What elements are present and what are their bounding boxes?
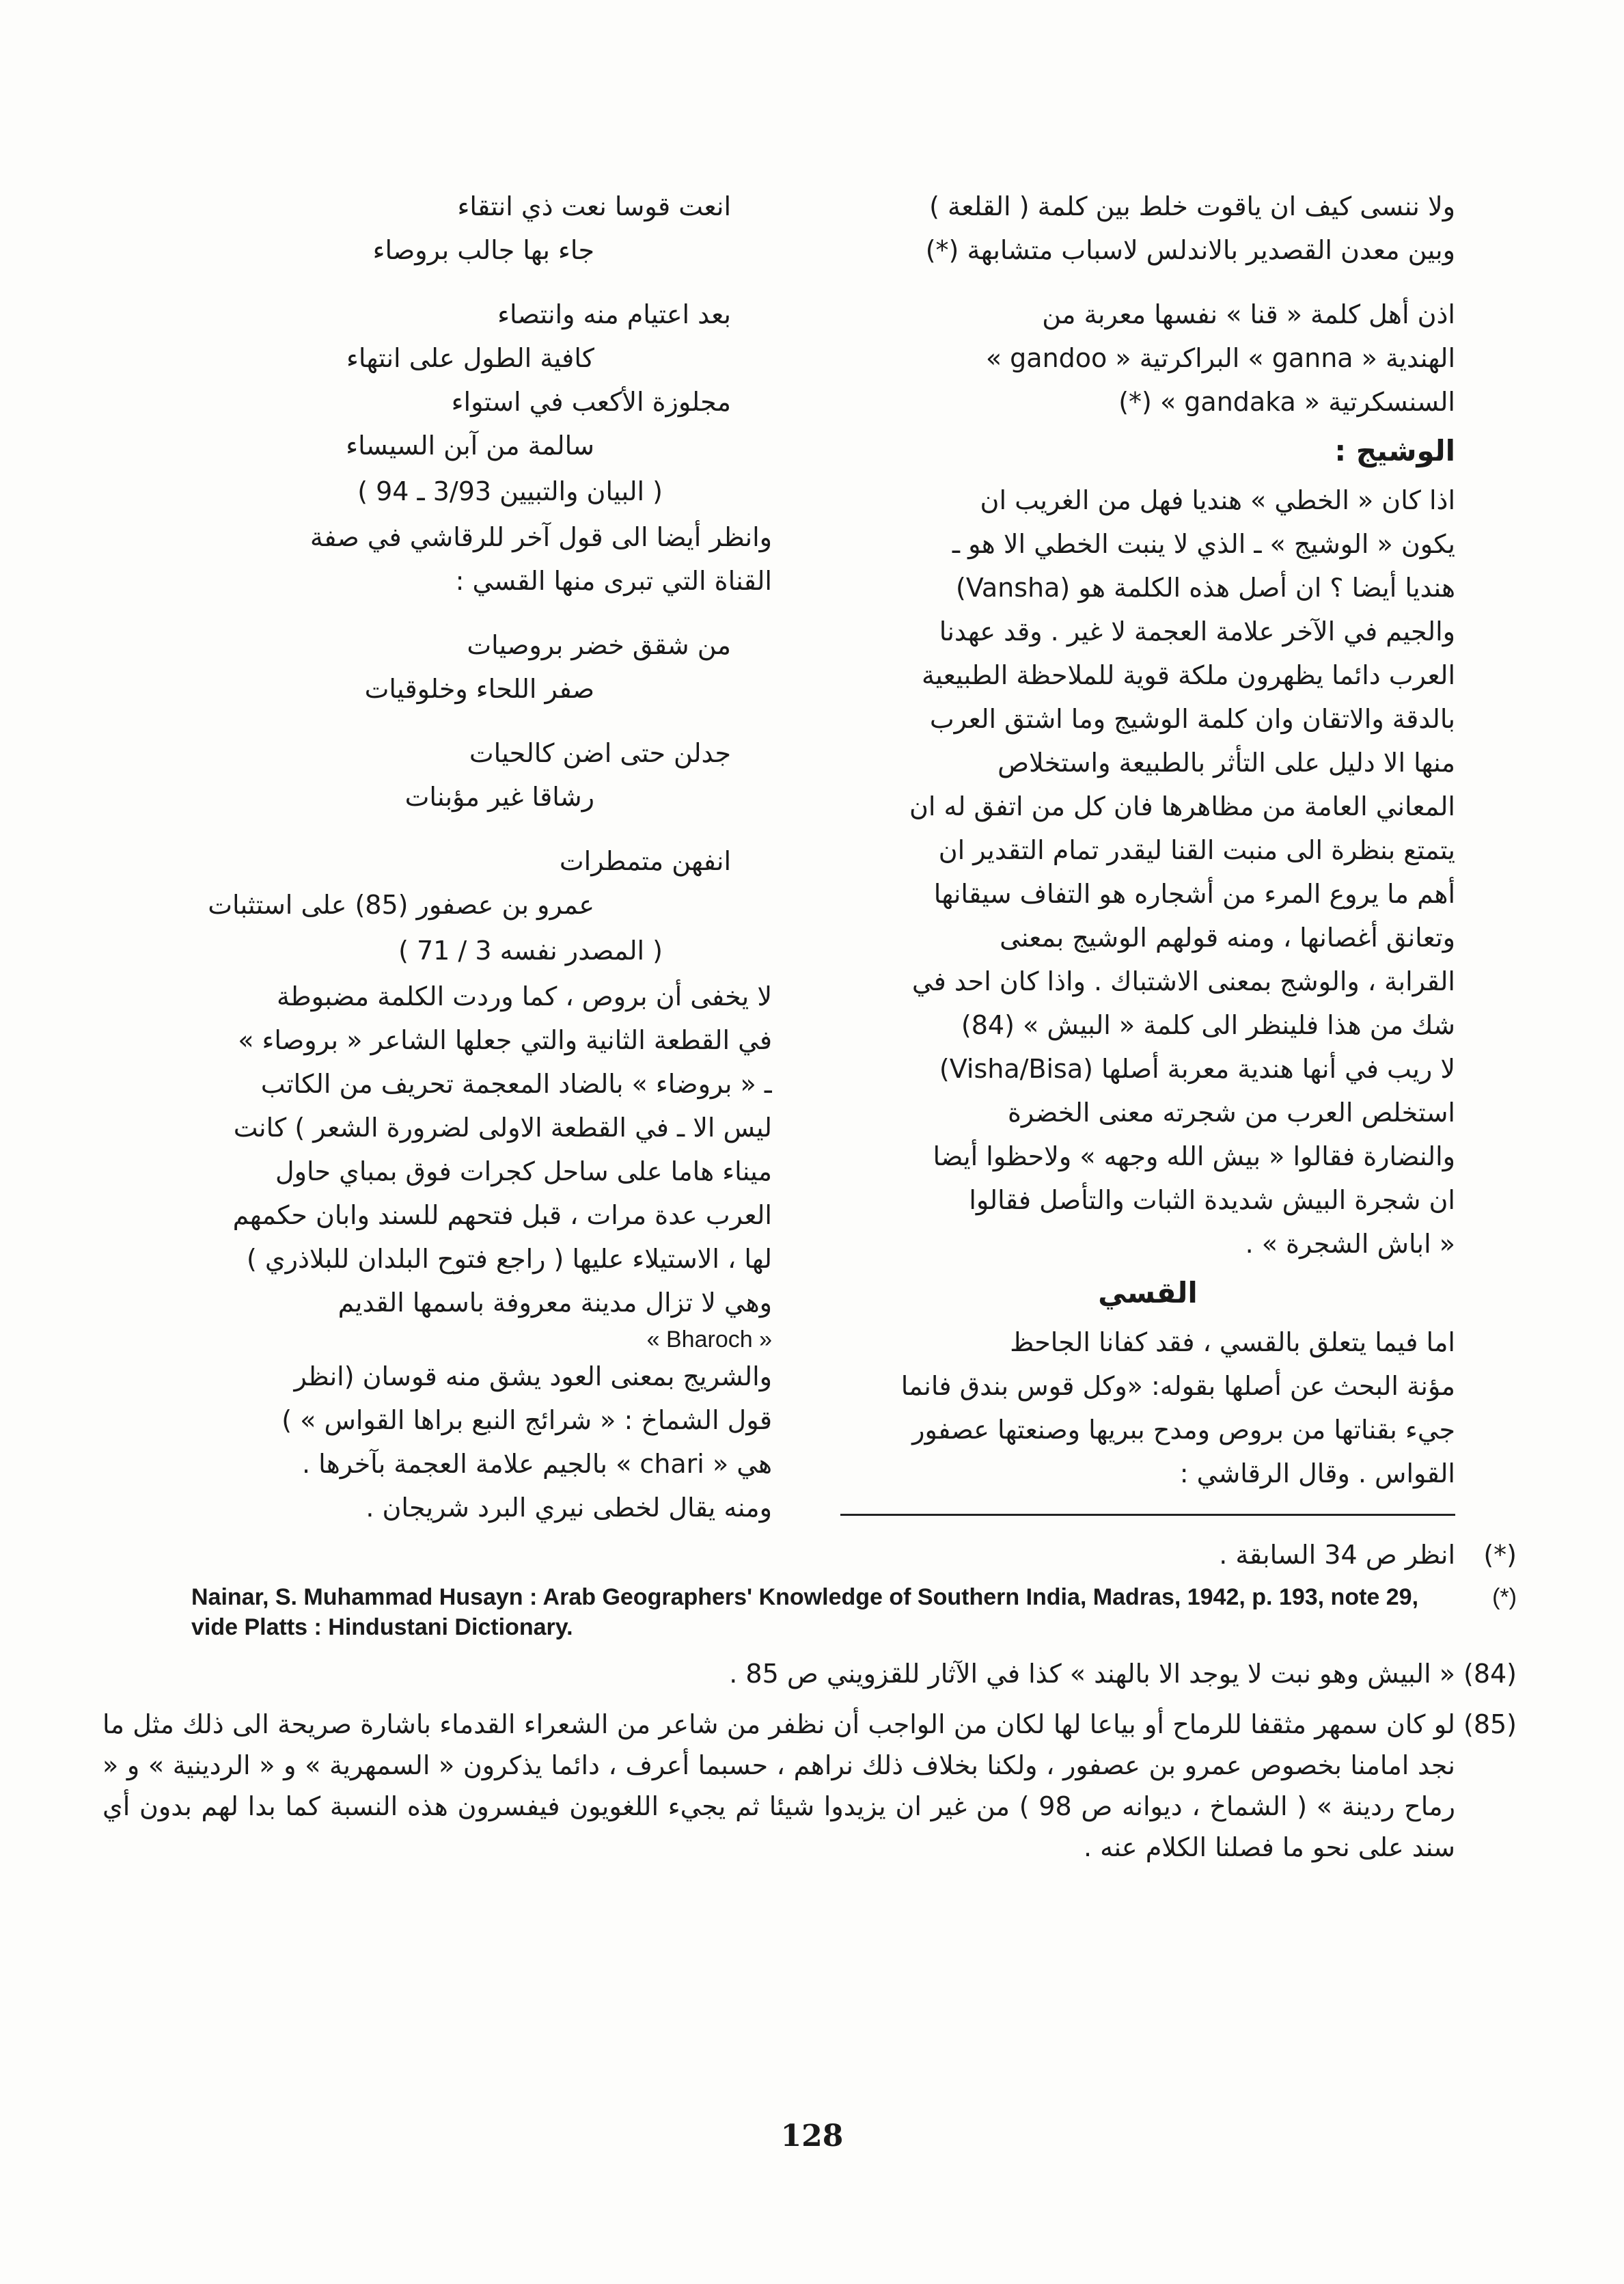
text-line: المعاني العامة من مظاهرها فان كل من اتفق له ان — [909, 791, 1455, 821]
text-line: استخلص العرب من شجرته معنى الخضرة — [1007, 1098, 1455, 1128]
poem-stanza — [157, 185, 772, 272]
text-line: اذن أهل كلمة « قنا » نفسها معربة من — [1042, 299, 1455, 329]
verse-line: بعد اعتيام منه وانتصاء — [497, 299, 731, 329]
verse-line: عمرو بن عصفور (85) على استثبات — [208, 890, 594, 920]
text-line: ليس الا ـ في القطعة الاولى لضرورة الشعر ) كانت — [233, 1113, 772, 1143]
footnote-mark: (84) — [1463, 1659, 1517, 1689]
text-line: والشريج بمعنى العود يشق منه قوسان (انظر — [294, 1361, 772, 1391]
footnote-star-1 — [102, 1534, 1517, 1575]
text-line: ان شجرة البيش شديدة الثبات والتأصل فقالوا — [969, 1185, 1455, 1215]
text-line: بالدقة والاتقان وان كلمة الوشيج وما اشتق العرب — [929, 704, 1455, 734]
paragraph-qisi — [840, 1320, 1455, 1495]
verse-line: انعت قوسا نعت ذي انتقاء — [457, 191, 731, 221]
text-line: العرب عدة مرات ، قبل فتحهم للسند وابان حكمهم — [232, 1200, 772, 1230]
text-line: هي « chari » بالجيم علامة العجمة بآخرها . — [301, 1449, 772, 1479]
page-number: 128 — [780, 2119, 844, 2153]
text-line: مؤنة البحث عن أصلها بقوله: «وكل قوس بندق فانما — [900, 1371, 1455, 1401]
poem-stanza — [157, 839, 772, 927]
verse-line: جدلن حتى اضن كالحيات — [469, 738, 731, 768]
footnote-85 — [102, 1704, 1517, 1868]
right-column — [840, 185, 1455, 1495]
verse-line: كافية الطول على انتهاء — [346, 343, 594, 373]
poem-stanza — [157, 623, 772, 711]
text-line: اذا كان « الخطي » هنديا فهل من الغريب ان — [980, 485, 1455, 515]
text-line: لها ، الاستيلاء عليها ( راجع فتوح البلدان للبلاذري ) — [247, 1244, 772, 1274]
paragraph-washij — [840, 478, 1455, 1266]
text-line: السنسكرتية « gandaka » (*) — [1118, 387, 1455, 417]
text-line: شك من هذا فلينظر الى كلمة « البيش » (84) — [961, 1010, 1455, 1040]
text-line: هنديا أيضا ؟ ان أصل هذه الكلمة هو (Vansha) — [956, 573, 1455, 603]
verse-line: مجلوزة الأكعب في استواء — [451, 387, 731, 417]
text-line: القناة التي تبرى منها القسي : — [455, 566, 772, 596]
paragraph-see-also — [157, 515, 772, 603]
text-line: منها الا دليل على التأثر بالطبيعة واستخلاص — [997, 748, 1455, 778]
verse-line: صفر اللحاء وخلوقيات — [364, 674, 594, 704]
footnote-mark: (85) — [1463, 1709, 1517, 1739]
poem-stanza — [157, 293, 772, 467]
footnote-84 — [102, 1653, 1517, 1694]
text-line: وتعانق أغصانها ، ومنه قولهم الوشيج بمعنى — [1000, 923, 1455, 953]
footnote-divider — [840, 1514, 1455, 1516]
footnote-text: « البيش وهو نبت لا يوجد الا بالهند » كذا في الآثار للقزويني ص 85 . — [729, 1659, 1455, 1689]
text-line: « اباش الشجرة » . — [1245, 1229, 1455, 1259]
paragraph-salt-note — [840, 185, 1455, 272]
text-line: وبين معدن القصدير بالاندلس لاسباب متشابهة (*) — [925, 235, 1455, 265]
section-heading-washij: الوشيج : — [1334, 434, 1455, 467]
text-line-latin: « Bharoch » — [646, 1327, 772, 1352]
text-line: لا ريب في أنها هندية معربة أصلها (Visha/Bisa) — [939, 1054, 1455, 1084]
text-line: وهي لا تزال مدينة معروفة باسمها القديم — [338, 1288, 772, 1318]
footnotes — [102, 1534, 1517, 1868]
footnote-text: Nainar, S. Muhammad Husayn : Arab Geographers' Knowledge of Southern India, Madras, 1942, p. 193, note 29, vide Platts : Hindustani Dictionary. — [191, 1584, 1419, 1640]
citation: ( المصدر نفسه 3 / 71 ) — [398, 936, 663, 966]
citation: ( البيان والتبيين 3/93 ـ 94 ) — [357, 476, 663, 506]
verse-line: انفهن متمطرات — [559, 846, 731, 876]
footnote-star-2 — [102, 1582, 1517, 1642]
poem-stanza — [157, 731, 772, 819]
text-line: العرب دائما يظهرون ملكة قوية للملاحظة الطبيعية — [921, 660, 1455, 690]
footnote-mark: (*) — [1483, 1540, 1517, 1570]
text-line: والنضارة فقالوا « بيش الله وجهه » ولاحظوا أيضا — [933, 1141, 1455, 1171]
text-line: وانظر أيضا الى قول آخر للرقاشي في صفة — [309, 522, 772, 552]
text-line: ميناء هاما على ساحل كجرات فوق بمباي حاول — [275, 1156, 772, 1186]
text-line: أهم ما يروع المرء من أشجاره هو التفاف سيقانها — [933, 879, 1455, 909]
text-line: جيء بقناتها من بروص ومدح ببريها وصنعتها عصفور — [912, 1415, 1455, 1445]
text-line: القواس . وقال الرقاشي : — [1179, 1458, 1455, 1488]
text-line: يتمتع بنظرة الى منبت القنا ليقدر تمام التقدير ان — [938, 835, 1455, 865]
footnote-text: انظر ص 34 السابقة . — [1219, 1540, 1455, 1570]
paragraph-qana-etymology — [840, 293, 1455, 424]
text-line: لا يخفى أن بروص ، كما وردت الكلمة مضبوطة — [277, 981, 772, 1011]
verse-line: من شقق خضر بروصيات — [467, 630, 731, 660]
verse-line: رشاقا غير مؤبنات — [404, 782, 594, 812]
text-line: ولا ننسى كيف ان ياقوت خلط بين كلمة ( القلعة ) — [929, 191, 1455, 221]
verse-line: جاء بها جالب بروصاء — [372, 235, 594, 265]
text-line: في القطعة الثانية والتي جعلها الشاعر « بروصاء » — [238, 1025, 772, 1055]
footnote-mark: (*) — [1492, 1584, 1517, 1610]
text-line: ـ « بروضاء » بالضاد المعجمة تحريف من الكاتب — [260, 1069, 772, 1099]
footnote-text: لو كان سمهر مثقفا للرماح أو بياعا لها لكان من الواجب أن نظفر من شاعر من الشعراء القدماء باشارة صريحة الى ذلك مثل ما نجد امامنا بخصوص عمرو بن عصفور ، ولكنا بخلاف ذلك نراهم ، حسبما أعرف ، دائما يذكرون « السمهرية » و « الردينية » و « رماح ردينة » ( الشماخ ، ديوانه ص 98 ) من غير ان يزيدوا شيئا ثم يجيء اللغويون فيفسرون هذه النسبة كما بدا لهم بدون أي سند على نحو ما فصلنا الكلام عنه . — [102, 1709, 1455, 1862]
text-line: اما فيما يتعلق بالقسي ، فقد كفانا الجاحظ — [1010, 1327, 1455, 1357]
verse-line: سالمة من آبن السيساء — [346, 431, 594, 461]
text-line: قول الشماخ : « شرائج النبع براها القواس » ) — [281, 1405, 772, 1435]
text-line: والجيم في الآخر علامة العجمة لا غير . وقد عهدنا — [939, 616, 1455, 647]
text-line: القرابة ، والوشج بمعنى الاشتباك . واذا كان احد في — [911, 966, 1455, 996]
paragraph-baroch — [157, 975, 772, 1530]
left-column — [157, 185, 772, 1530]
text-line: ومنه يقال لخطى نيري البرد شريجان . — [366, 1493, 772, 1523]
text-line: يكون « الوشيج » ـ الذي لا ينبت الخطي الا هو ـ — [952, 529, 1455, 559]
text-line: الهندية « ganna » البراكرتية « gandoo » — [985, 343, 1455, 373]
section-heading-qisi: القسي — [1098, 1276, 1198, 1309]
